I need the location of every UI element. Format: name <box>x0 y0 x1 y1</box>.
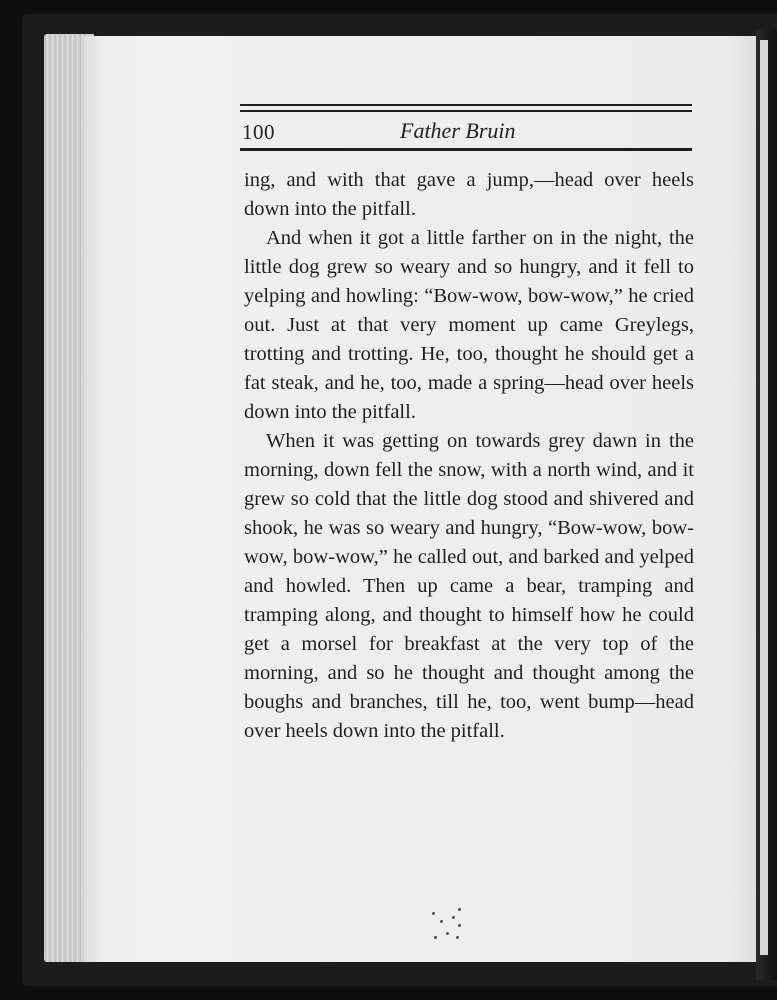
paragraph: And when it got a little farther on in the night, the little dog grew so weary and so hungry, and it fell to yelping and howling: “Bow-wow, bow-wow,” he cried out. Just at that very moment up came Greylegs, trotting and trotting. He, too, thought he should get a fat steak, and he, too, made a spring—head over heels down into the pitfall. <box>244 227 694 423</box>
page-number: 100 <box>242 120 275 144</box>
header-rule-double <box>240 110 692 112</box>
header-rule-top <box>240 104 692 106</box>
header-rule-bottom <box>240 148 692 151</box>
paragraph-continued: ing, and with that gave a jump,—head over heels down into the pitfall. <box>244 169 694 220</box>
paragraph: When it was getting on towards grey dawn in the morning, down fell the snow, with a north wind, and it grew so cold that the little dog stood and shivered and shook, he was so weary and hungry, “Bow-wow, bow-wow, bow-wow,” he called out, and barked and yelped and howled. Then up came a bear, tramping and tramping along, and thought to himself how he could get a morsel for breakfast at the very top of the morning, and so he thought and thought among the boughs and branches, till he, too, went bump—head over heels down into the pitfall. <box>244 430 694 742</box>
facing-page-edge <box>760 40 768 955</box>
running-title: Father Bruin <box>400 118 516 143</box>
body-text <box>244 166 694 746</box>
